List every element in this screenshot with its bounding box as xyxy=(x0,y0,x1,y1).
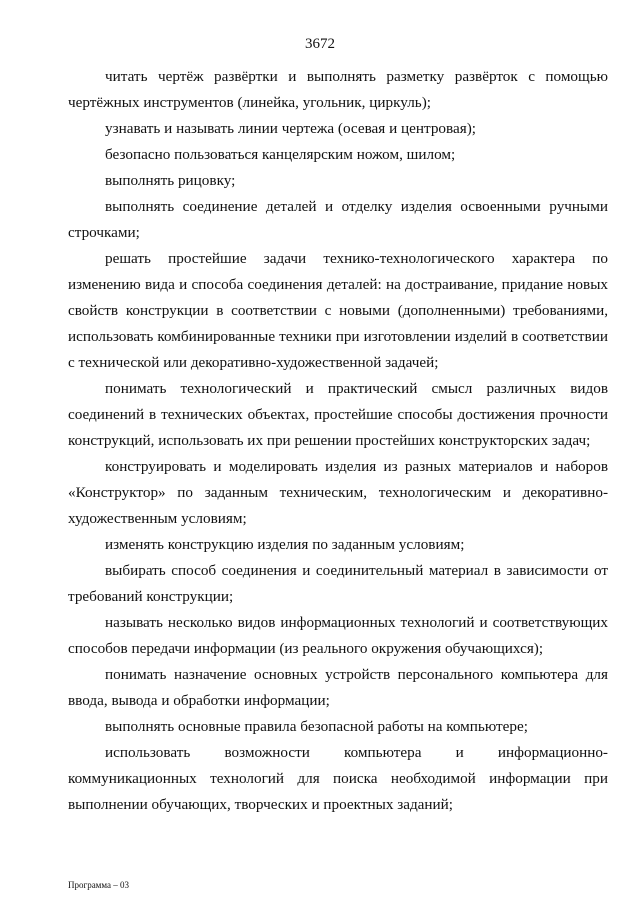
paragraph: узнавать и называть линии чертежа (осевая и центровая); xyxy=(105,120,476,137)
paragraph: читать чертёж развёртки и выполнять разметку развёрток с помощью чертёжных инструментов (линейка, угольник, циркуль); xyxy=(68,68,608,111)
page-number: 3672 xyxy=(305,36,335,52)
document-body xyxy=(68,64,608,818)
paragraph: понимать назначение основных устройств персонального компьютера для ввода, вывода и обработки информации; xyxy=(68,666,608,709)
paragraph: понимать технологический и практический смысл различных видов соединений в технических объектах, простейшие способы достижения прочности конструкций, использовать их при решении простейших конструкторских задач; xyxy=(68,380,608,449)
paragraph: решать простейшие задачи технико-технологического характера по изменению вида и способа соединения деталей: на достраивание, придание новых свойств конструкции в соответствии с новыми (дополненными) требованиями, использовать комбинированные техники при изготовлении изделий в соответствии с технической или декоративно-художественной задачей; xyxy=(68,250,608,371)
paragraph: безопасно пользоваться канцелярским ножом, шилом; xyxy=(105,146,456,163)
paragraph: изменять конструкцию изделия по заданным условиям; xyxy=(105,536,465,553)
paragraph: выбирать способ соединения и соединительный материал в зависимости от требований конструкции; xyxy=(68,562,608,605)
paragraph: выполнять рицовку; xyxy=(105,172,236,189)
paragraph: выполнять соединение деталей и отделку изделия освоенными ручными строчками; xyxy=(68,198,608,241)
paragraph: конструировать и моделировать изделия из разных материалов и наборов «Конструктор» по заданным техническим, технологическим и декоративно-художественным условиям; xyxy=(68,458,608,527)
paragraph: называть несколько видов информационных технологий и соответствующих способов передачи информации (из реального окружения обучающихся); xyxy=(68,614,608,657)
footer-label: Программа – 03 xyxy=(68,880,130,890)
paragraph: использовать возможности компьютера и информационно-коммуникационных технологий для поиска необходимой информации при выполнении обучающих, творческих и проектных заданий; xyxy=(68,744,608,813)
paragraph: выполнять основные правила безопасной работы на компьютере; xyxy=(105,718,528,735)
